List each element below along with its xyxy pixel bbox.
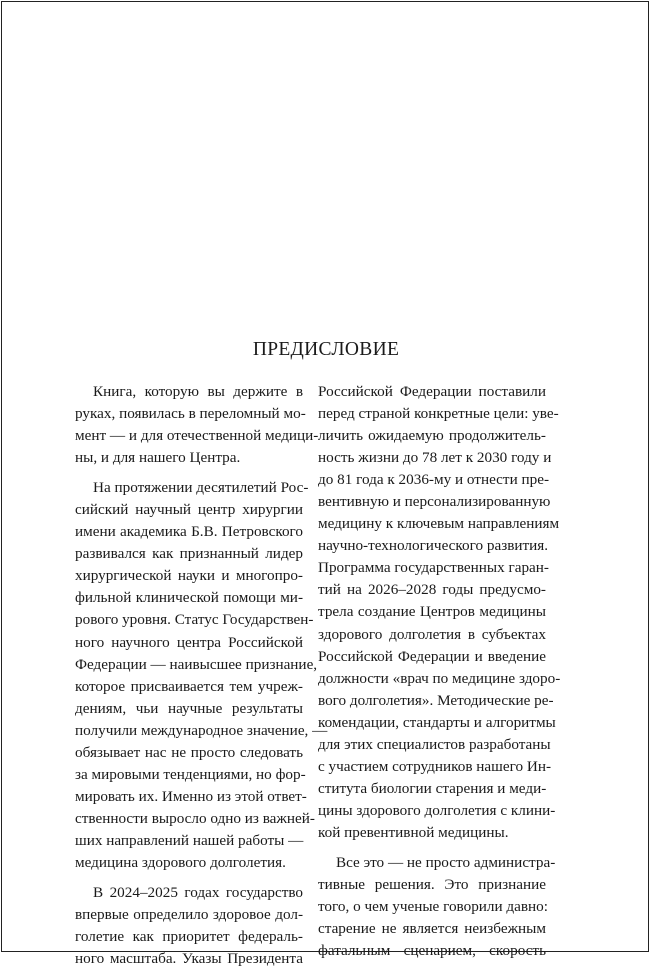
- text-line: которое присваивается тем учреж-: [75, 677, 303, 695]
- text-line: Книга, которую вы держите в: [93, 383, 303, 400]
- text-line: за мировыми тенденциями, но фор-: [75, 765, 306, 783]
- text-line: рового уровня. Статус Государствен-: [75, 611, 314, 629]
- paragraph-gap: [75, 874, 303, 882]
- text-line: Программа государственных гаран-: [318, 559, 549, 577]
- text-line: впервые определило здоровое дол-: [75, 906, 303, 924]
- text-line: для этих специалистов разработаны: [318, 735, 551, 753]
- text-line: научно-технологического развития.: [318, 537, 549, 555]
- text-line: фильной клинической помощи ми-: [75, 589, 303, 607]
- text-line: мент — и для отечественной медици-: [75, 427, 319, 445]
- text-line: мировать их. Именно из этой ответ-: [75, 787, 307, 805]
- text-line: тий на 2026–2028 годы предусмо-: [318, 581, 546, 599]
- text-line: Все это — не просто администра-: [336, 853, 556, 871]
- text-line: Федерации — наивысшее признание,: [75, 655, 318, 673]
- text-line: должности «врач по медицине здоро-: [318, 669, 561, 687]
- text-column-right: [318, 381, 561, 962]
- text-line: здорового долголетия в субъектах: [318, 625, 546, 643]
- text-line: перед страной конкретные цели: уве-: [318, 405, 559, 423]
- text-line: На протяжении десятилетий Рос-: [93, 479, 309, 497]
- text-line: ших направлений нашей работы —: [75, 831, 304, 849]
- text-line: вого долголетия». Методические ре-: [318, 691, 554, 709]
- text-line: трела создание Центров медицины: [318, 603, 546, 621]
- paragraph-gap: [318, 844, 546, 852]
- page-title: ПРЕДИСЛОВИЕ: [252, 339, 400, 360]
- text-line: обязывает нас не просто следовать: [75, 743, 303, 761]
- text-line: В 2024–2025 годах государство: [93, 884, 303, 902]
- text-line: медицина здорового долголетия.: [75, 853, 286, 871]
- text-column-left: [75, 381, 328, 970]
- text-line: голетие как приоритет федераль-: [75, 928, 303, 946]
- text-line: фатальным сценарием, скорость: [318, 942, 546, 960]
- text-line: Российской Федерации поставили: [318, 383, 546, 400]
- paragraph-gap: [75, 469, 303, 477]
- text-line: цины здорового долголетия с клини-: [318, 801, 556, 819]
- text-line: комендации, стандарты и алгоритмы: [318, 713, 556, 731]
- text-line: ность жизни до 78 лет к 2030 году и: [318, 449, 552, 467]
- text-line: имени академика Б.В. Петровского: [75, 523, 303, 541]
- text-line: ственности выросло одно из важней-: [75, 809, 315, 827]
- text-line: ного научного центра Российской: [75, 633, 303, 651]
- text-line: старение не является неизбежным: [318, 920, 546, 938]
- text-line: развивался как признанный лидер: [75, 545, 303, 563]
- text-line: вентивную и персонализированную: [318, 493, 551, 511]
- text-line: с участием сотрудников нашего Ин-: [318, 757, 552, 775]
- text-line: ны, и для нашего Центра.: [75, 449, 241, 467]
- text-line: личить ожидаемую продолжитель-: [318, 427, 546, 445]
- text-line: до 81 года к 2036-му и отнести пре-: [318, 471, 550, 489]
- text-line: дениям, чьи научные результаты: [75, 699, 303, 717]
- text-line: медицину к ключевым направлениям: [318, 515, 560, 533]
- text-line: руках, появилась в переломный мо-: [75, 405, 306, 423]
- text-line: кой превентивной медицины.: [318, 823, 509, 841]
- text-line: получили международное значение, —: [75, 721, 328, 739]
- text-line: тивные решения. Это признание: [318, 876, 546, 894]
- text-line: ного масштаба. Указы Президента: [75, 950, 303, 968]
- text-line: Российской Федерации и введение: [318, 647, 546, 665]
- text-line: ститута биологии старения и меди-: [318, 779, 547, 797]
- text-line: сийский научный центр хирургии: [75, 501, 303, 519]
- text-line: того, о чем ученые говорили давно:: [318, 898, 548, 916]
- text-line: хирургической науки и многопро-: [75, 567, 303, 585]
